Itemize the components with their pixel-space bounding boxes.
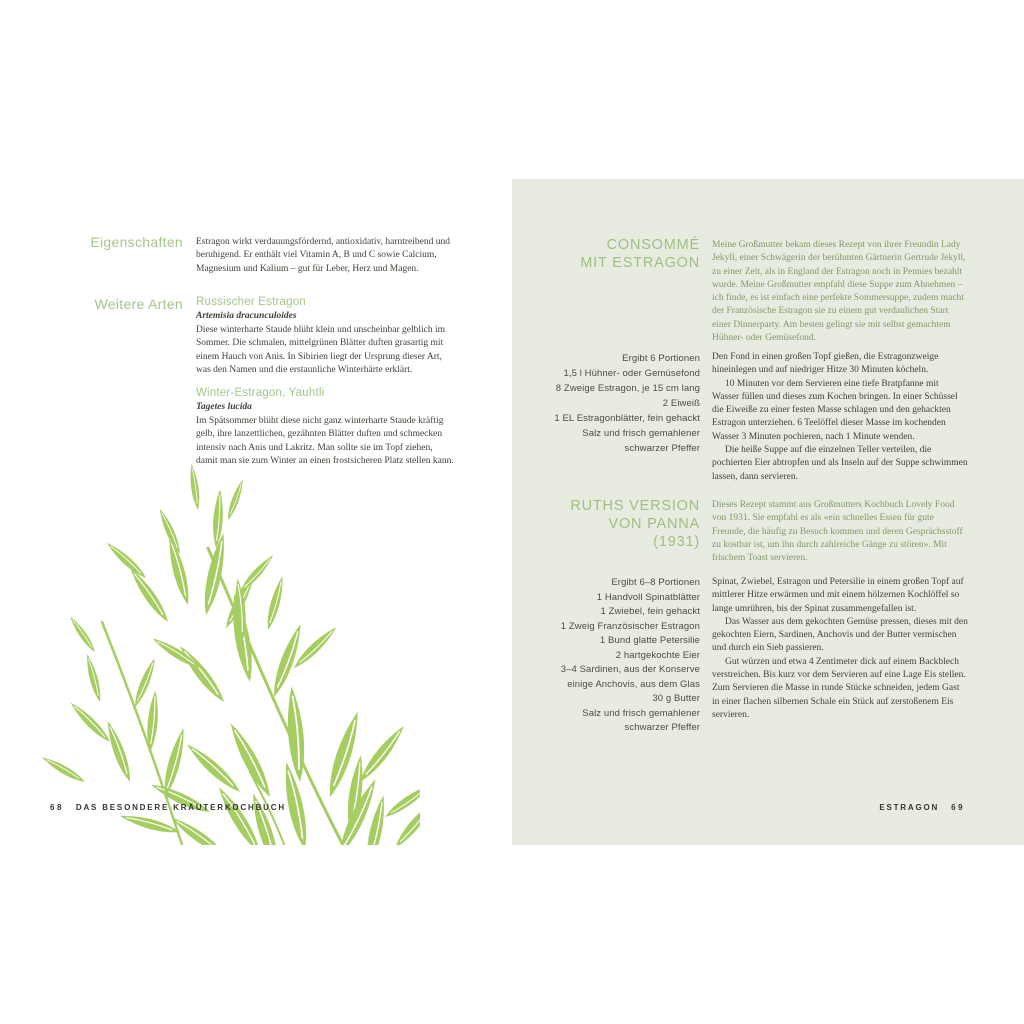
recipe-step: Spinat, Zwiebel, Estragon und Petersilie in einem großen Topf auf mittlerer Hitze erwärmen und mit einem hölzernen Kochlöffel so lange umrühren, bis der Spinat zusammengefallen ist. bbox=[712, 577, 964, 614]
recipe-step: Den Fond in einen großen Topf gießen, die Estragonzweige hineinlegen und auf niedriger Hitze 30 Minuten köcheln. bbox=[712, 352, 939, 376]
ingredient-line: 3–4 Sardinen, aus der Konserve bbox=[560, 664, 700, 675]
ingredient-line: Salz und frisch gemahlener bbox=[582, 428, 700, 439]
ingredient-line: Salz und frisch gemahlener bbox=[582, 707, 700, 719]
recipe-title-consomme bbox=[512, 236, 700, 272]
recipe-title-ruths-version bbox=[512, 497, 700, 551]
left-footer bbox=[50, 803, 286, 812]
ingredient-line: 1 Handvoll Spinatblätter bbox=[596, 591, 700, 603]
ingredient-line: Ergibt 6 Portionen bbox=[622, 353, 700, 364]
varieties-block bbox=[196, 296, 455, 468]
ingredient-line: einige Anchovis, aus dem Glas bbox=[567, 678, 700, 690]
ingredient-line: 30 g Butter bbox=[652, 693, 700, 704]
ingredient-line: 2 Eiweiß bbox=[662, 398, 700, 409]
recipe-title-line: CONSOMMÉ bbox=[606, 237, 700, 253]
ingredient-list bbox=[512, 351, 700, 456]
ingredient-line: 1 EL Estragonblätter, fein gehackt bbox=[554, 413, 700, 424]
variety-name: Russischer Estragon bbox=[196, 296, 306, 308]
right-footer bbox=[879, 803, 965, 812]
book-title: DAS BESONDERE KRÄUTERKOCHBUCH bbox=[75, 803, 286, 812]
ingredient-line: 8 Zweige Estragon, je 15 cm lang bbox=[555, 383, 700, 394]
recipe-title-line: VON PANNA bbox=[608, 516, 700, 532]
ingredient-line: schwarzer Pfeffer bbox=[624, 443, 700, 454]
page-number: 68 bbox=[50, 803, 64, 812]
recipe-step: Die heiße Suppe auf die einzelnen Teller verteilen, die pochierten Eier abtropfen und als Inseln auf der Suppe schwimmen lassen, dann servieren. bbox=[712, 445, 968, 482]
recipe-title-line: (1931) bbox=[653, 534, 700, 550]
recipe-intro: Meine Großmutter bekam dieses Rezept von ihrer Freundin Lady Jekyll, einer Schwägerin der berühmten Gärtnerin Gertrude Jekyll, zu einer Zeit, als in England der Estragon noch in Pennies bezahlt wurde. Meine Großmutter empfahl diese Suppe zum Abnehmen – ich finde, es ist einfach eine perfekte Sommersuppe, zudem macht der Französische Estragon sie zu einem gut verdaulichen Start einer Dinnerparty. Am besten gelingt sie mit selbst gemachtem Hühner- oder Gemüsefond. bbox=[712, 240, 966, 344]
variety-russischer-estragon bbox=[196, 296, 455, 377]
recipe-title-line: RUTHS VERSION bbox=[570, 498, 700, 514]
recipe-title-line: MIT ESTRAGON bbox=[580, 255, 700, 271]
section-label-eigenschaften: Eigenschaften bbox=[90, 234, 183, 250]
variety-winter-estragon bbox=[196, 387, 455, 468]
variety-name: Winter-Estragon, Yauhtli bbox=[196, 387, 325, 400]
recipe-step: Das Wasser aus dem gekochten Gemüse pressen, dieses mit den gekochten Eiern, Sardinen, Anchovis und der Butter vermischen und durch ein Sieb passieren. bbox=[712, 616, 968, 654]
ingredient-line: 1 Bund glatte Petersilie bbox=[599, 635, 700, 646]
ingredient-line: 1 Zweig Französischer Estragon bbox=[560, 620, 700, 632]
ingredient-line: 1,5 l Hühner- oder Gemüsefond bbox=[563, 368, 700, 379]
ingredient-line: 1 Zwiebel, fein gehackt bbox=[600, 606, 700, 617]
variety-text: Im Spätsommer blüht diese nicht ganz winterharte Staude kräftig gelb, ihre lanzettlichen, gezähnten Blätter duften und schmecken intensiv nach Anis und Lakritz. Man sollte sie im Topf ziehen, damit man sie zum Winter an einen frostsicheren Platz stellen kann. bbox=[196, 416, 454, 467]
recipe-step: 10 Minuten vor dem Servieren eine tiefe Bratpfanne mit Wasser füllen und dieses zum Kochen bringen. In einer Schüssel die Eiweiße zu einer festen Masse schlagen und den gehackten Estragon unterziehen. 6 Teelöffel dieser Masse im kochenden Wasser 3 Minuten pochieren, nach 1 Minute wenden. bbox=[712, 378, 958, 442]
ingredient-line: schwarzer Pfeffer bbox=[624, 722, 700, 733]
ingredient-line: Ergibt 6–8 Portionen bbox=[611, 577, 700, 588]
recipe-intro: Dieses Rezept stammt aus Großmutters Kochbuch Lovely Food von 1931. Sie empfahl es als «ein schnelles Essen für gute Freunde, die häufig zu Besuch kommen und deren Gesprächsstoff zu kostbar ist, um ihn durch zahlreiche Gänge zu stören». Mit frischem Toast servieren. bbox=[712, 500, 963, 564]
latin-name: Tagetes lucida bbox=[196, 402, 252, 413]
eigenschaften-text: Estragon wirkt verdauungsfördernd, antioxidativ, harntreibend und beruhigend. Er enthält viel Vitamin A, B und C sowie Calcium, Magnesium und Kalium – gut für Leber, Herz und Magen. bbox=[196, 237, 450, 274]
recipe-step: Gut würzen und etwa 4 Zentimeter dick auf einem Backblech verstreichen. Bis kurz vor dem Servieren auf eine Lage Eis stellen. Zum Servieren die Masse in runde Stücke schneiden, jedem Gast in einer flachen silbernen Schale ein Stück auf zerstoßenem Eis servieren. bbox=[712, 656, 966, 720]
right-page-panel bbox=[512, 179, 1024, 845]
latin-name: Artemisia dracunculoides bbox=[196, 311, 297, 321]
ingredient-list bbox=[512, 576, 700, 736]
page-number: 69 bbox=[951, 803, 965, 812]
tarragon-illustration bbox=[38, 450, 420, 845]
recipe-steps bbox=[712, 576, 968, 722]
ingredient-line: 2 hartgekochte Eier bbox=[615, 649, 700, 661]
recipe-steps bbox=[712, 351, 968, 484]
chapter-title: ESTRAGON bbox=[879, 803, 940, 812]
variety-text: Diese winterharte Staude blüht klein und unscheinbar gelblich im Sommer. Die schmalen, mittelgrünen Blätter duften grasartig mit einem Hauch von Anis. In Sibirien liegt der Ursprung dieser Art, was den Namen und die erstaunliche Winterhärte erklärt. bbox=[196, 325, 446, 375]
section-label-weitere-arten: Weitere Arten bbox=[94, 296, 183, 312]
